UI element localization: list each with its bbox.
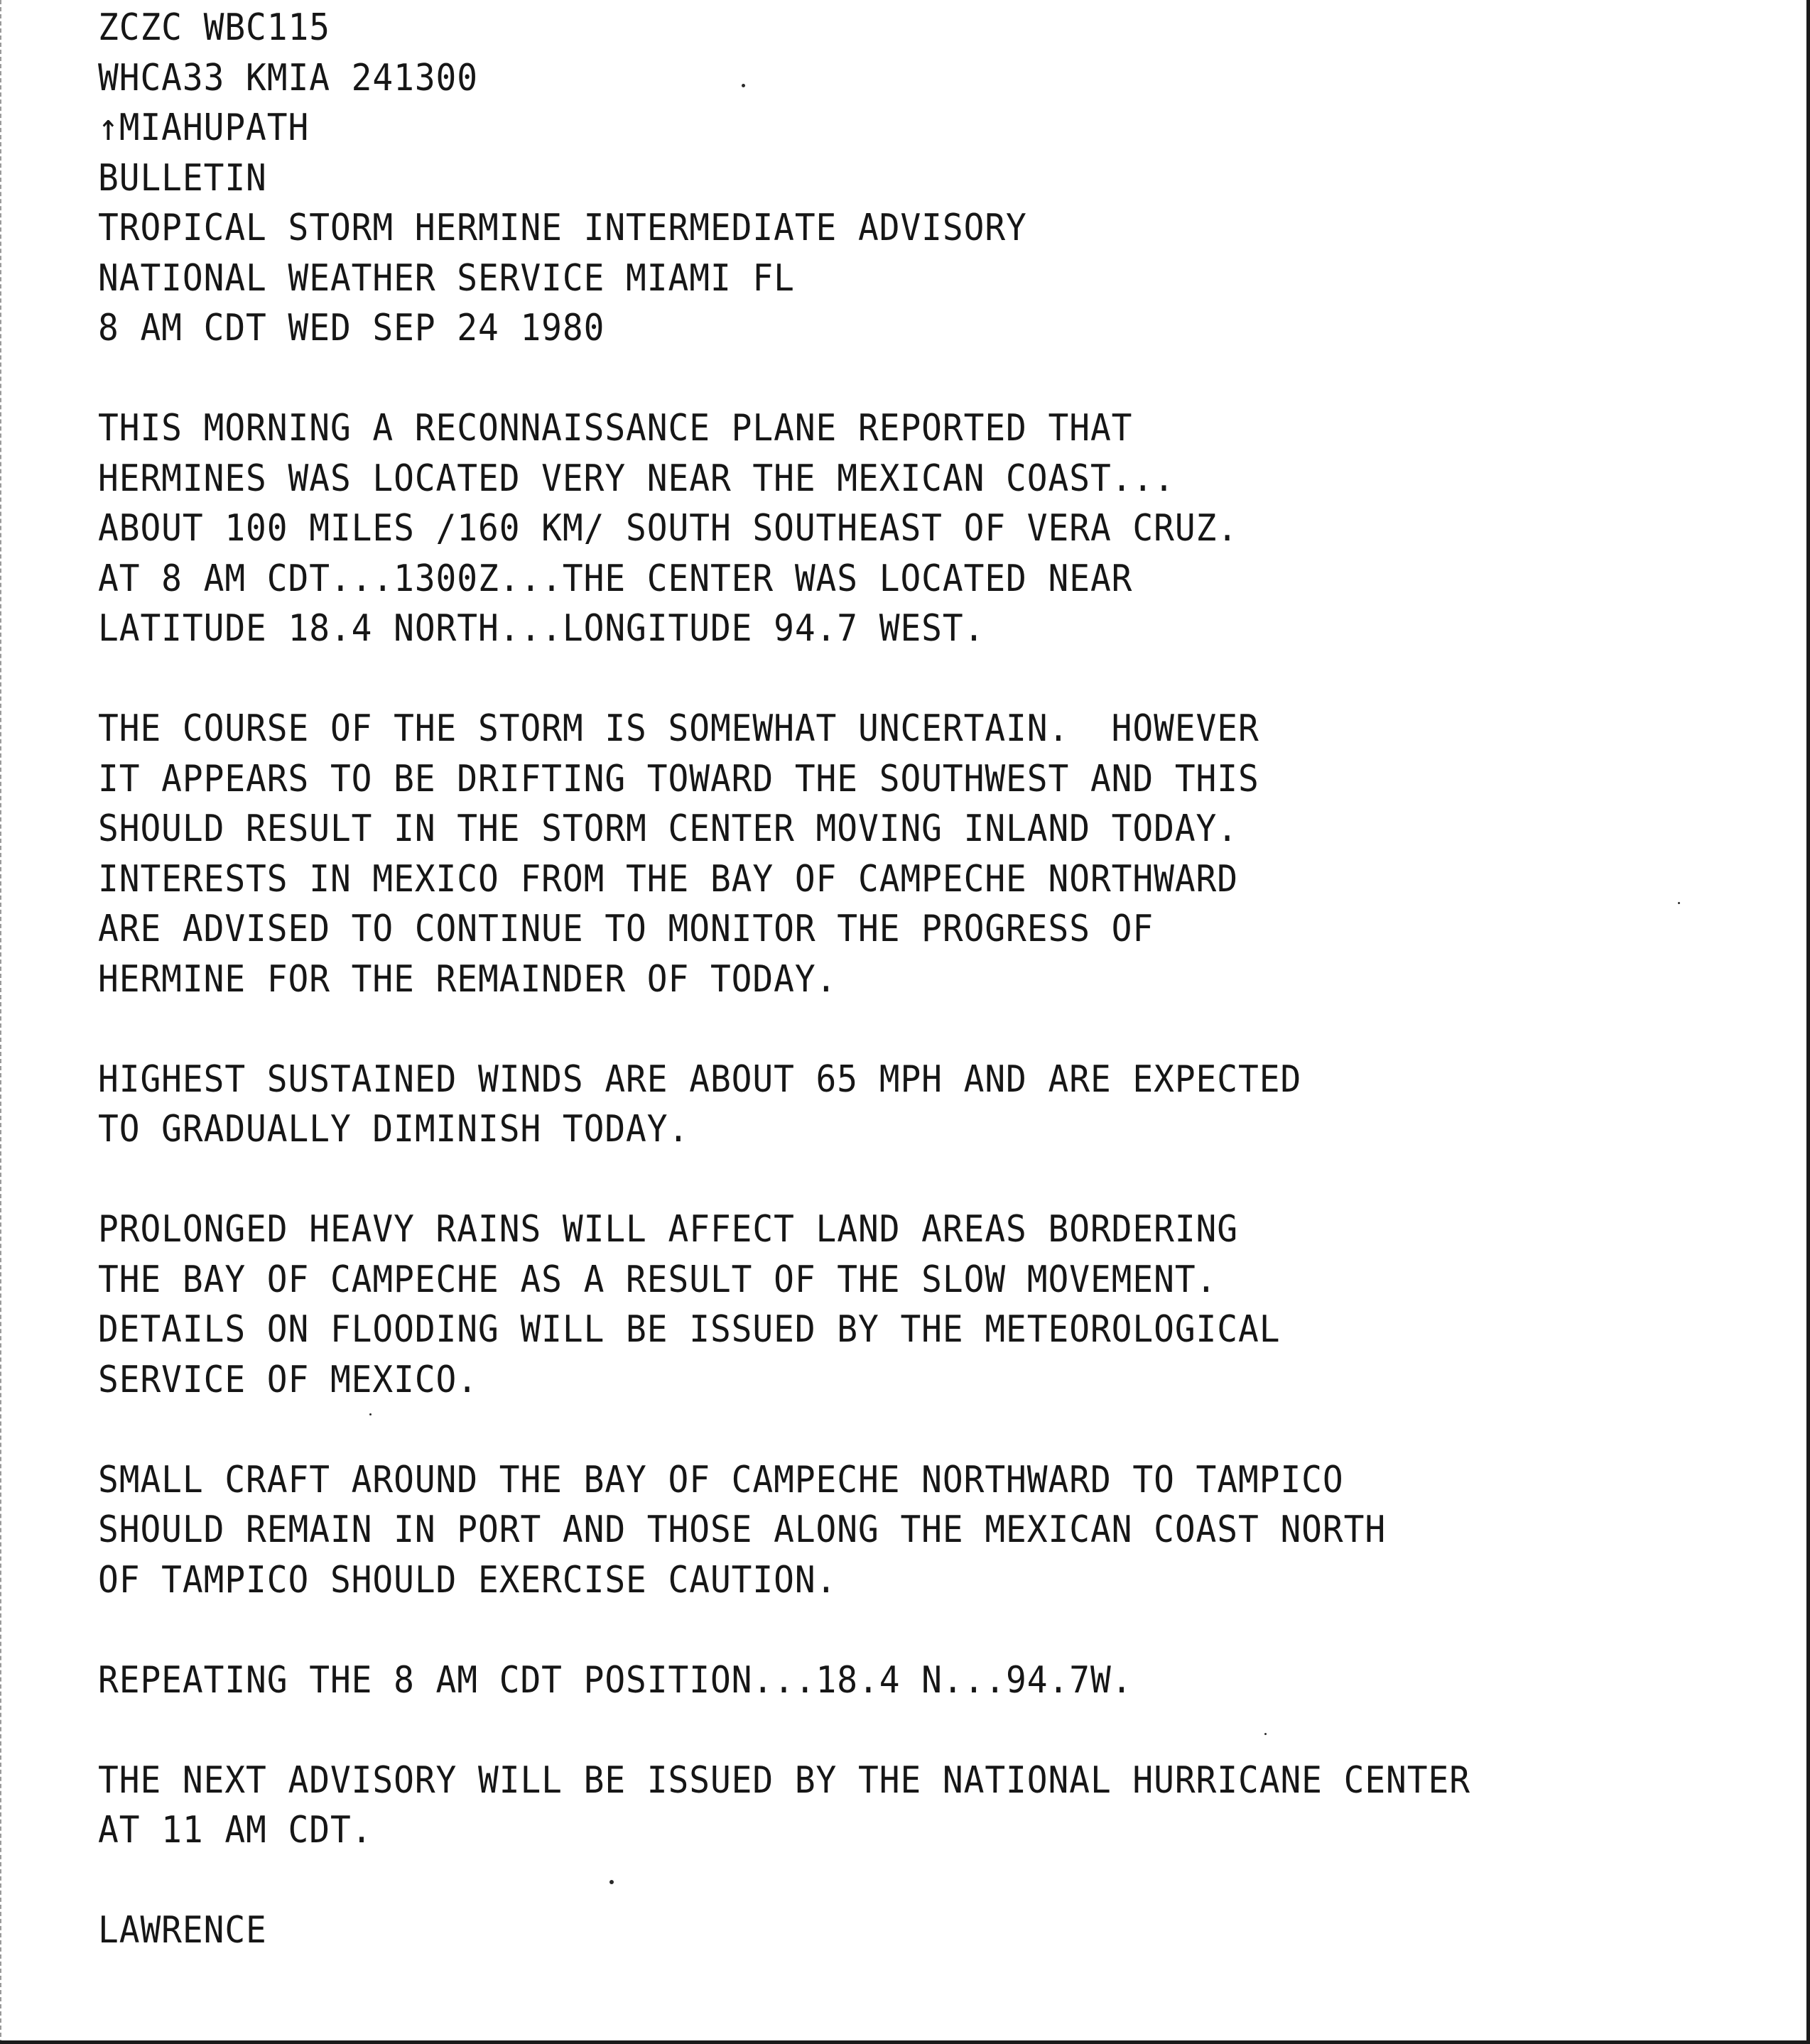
advisory-datetime: 8 AM CDT WED SEP 24 1980 (98, 307, 605, 349)
paragraph-line: THE COURSE OF THE STORM IS SOMEWHAT UNCERTAIN. HOWEVER (98, 707, 1259, 750)
blank-line (98, 1405, 1601, 1455)
paragraph-line: SHOULD RESULT IN THE STORM CENTER MOVING INLAND TODAY. (98, 808, 1238, 850)
paragraph-line: INTERESTS IN MEXICO FROM THE BAY OF CAMPECHE NORTHWARD (98, 857, 1238, 901)
paragraph-line: DETAILS ON FLOODING WILL BE ISSUED BY THE METEOROLOGICAL (98, 1308, 1281, 1351)
blank-line (98, 1004, 1601, 1055)
paragraph-line: SHOULD REMAIN IN PORT AND THOSE ALONG THE MEXICAN COAST NORTH (98, 1508, 1387, 1551)
paragraph-line: PROLONGED HEAVY RAINS WILL AFFECT LAND AREAS BORDERING (98, 1208, 1238, 1251)
advisory-title: TROPICAL STORM HERMINE INTERMEDIATE ADVISORY (98, 207, 1027, 249)
right-page-border (1806, 0, 1810, 2044)
bottom-page-border (0, 2040, 1810, 2044)
blank-line (98, 654, 1601, 705)
paragraph-line: AT 11 AM CDT. (98, 1809, 373, 1852)
header-line-2: WHCA33 KMIA 241300 (98, 56, 479, 99)
paragraph-line: SMALL CRAFT AROUND THE BAY OF CAMPECHE NORTHWARD TO TAMPICO (98, 1458, 1344, 1501)
advisory-issuer: NATIONAL WEATHER SERVICE MIAMI FL (98, 256, 795, 300)
paragraph-line: ARE ADVISED TO CONTINUE TO MONITOR THE PROGRESS OF (98, 908, 1154, 950)
blank-line (98, 1605, 1601, 1656)
paragraph-line: HIGHEST SUSTAINED WINDS ARE ABOUT 65 MPH AND ARE EXPECTED (98, 1058, 1302, 1101)
blank-line (98, 1705, 1601, 1756)
paragraph-line: TO GRADUALLY DIMINISH TODAY. (98, 1108, 690, 1151)
paragraph-line: IT APPEARS TO BE DRIFTING TOWARD THE SOUTHWEST AND THIS (98, 757, 1259, 800)
paragraph-line: THE BAY OF CAMPECHE AS A RESULT OF THE SLOW MOVEMENT. (98, 1258, 1218, 1301)
paragraph-line: REPEATING THE 8 AM CDT POSITION...18.4 N...94.7W. (98, 1658, 1133, 1702)
advisory-text-block (98, 3, 1601, 1956)
blank-line (98, 1155, 1601, 1205)
header-line-1: ZCZC WBC115 (98, 6, 330, 49)
left-perforation-edge (0, 0, 1, 2044)
paragraph-line: ABOUT 100 MILES /160 KM/ SOUTH SOUTHEAST OF VERA CRUZ. (98, 507, 1238, 550)
paragraph-line: HERMINES WAS LOCATED VERY NEAR THE MEXICAN COAST... (98, 457, 1175, 500)
header-line-3: ↑MIAHUPATH (98, 107, 310, 149)
paragraph-line: LATITUDE 18.4 NORTH...LONGITUDE 94.7 WEST. (98, 607, 985, 650)
header-line-4: BULLETIN (98, 156, 267, 200)
blank-line (98, 354, 1601, 404)
paragraph-line: HERMINE FOR THE REMAINDER OF TODAY. (98, 957, 838, 1001)
paragraph-line: OF TAMPICO SHOULD EXERCISE CAUTION. (98, 1558, 838, 1602)
paragraph-line: THIS MORNING A RECONNAISSANCE PLANE REPORTED THAT (98, 407, 1133, 450)
signature: LAWRENCE (98, 1909, 267, 1952)
paragraph-line: THE NEXT ADVISORY WILL BE ISSUED BY THE NATIONAL HURRICANE CENTER (98, 1758, 1470, 1802)
blank-line (98, 1856, 1601, 1906)
paragraph-line: AT 8 AM CDT...1300Z...THE CENTER WAS LOCATED NEAR (98, 557, 1133, 600)
scan-speck (1678, 902, 1680, 904)
paragraph-line: SERVICE OF MEXICO. (98, 1358, 479, 1401)
